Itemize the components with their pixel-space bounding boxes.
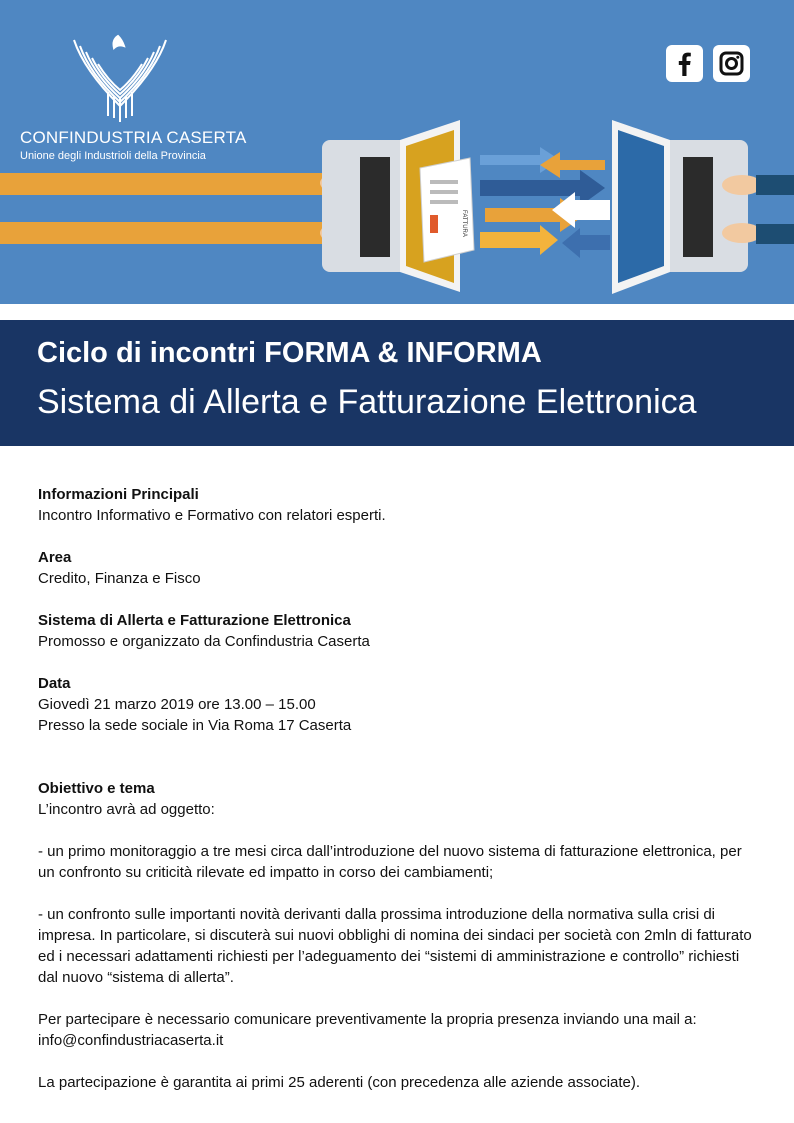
- confindustria-eagle-logo: [74, 36, 166, 122]
- facebook-button[interactable]: [666, 45, 703, 82]
- main-info-heading: Informazioni Principali: [38, 486, 199, 503]
- right-keyboard: [683, 157, 713, 257]
- location-text: Presso la sede sociale in Via Roma 17 Caserta: [38, 717, 352, 734]
- instagram-button[interactable]: [713, 45, 750, 82]
- right-arm-bottom: [756, 224, 794, 244]
- header-banner: [0, 0, 794, 304]
- area-heading: Area: [38, 549, 72, 566]
- objective-bullet-1: - un primo monitoraggio a tre mesi circa dall’introduzione del nuovo sistema di fatturazione elettronica, per un confronto su criticità rilevate ed impatto in corso dei cambiamenti;: [38, 843, 742, 881]
- org-name: CONFINDUSTRIA CASERTA: [20, 128, 247, 147]
- objective-heading: Obiettivo e tema: [38, 780, 155, 797]
- left-keyboard: [360, 157, 390, 257]
- right-laptop-screen: [618, 130, 664, 283]
- objective-bullet-2: - un confronto sulle importanti novità derivanti dalla prossima introduzione della normativa sulla crisi di impresa. In particolare, si discuterà sui nuovi obblighi di nomina dei sindaci per società con 2mln di fatturato ed i necessari adattamenti richiesti per l’adeguamento dei “sistemi di amministrazione e controllo” richiesti dal nuovo “sistema di allerta”.: [38, 906, 752, 986]
- date-text: Giovedì 21 marzo 2019 ore 13.00 – 15.00: [38, 696, 316, 713]
- instagram-icon: [713, 45, 750, 82]
- series-title: Ciclo di incontri FORMA & INFORMA: [37, 337, 542, 369]
- event-title: Sistema di Allerta e Fatturazione Elettronica: [37, 383, 697, 421]
- event-details: [38, 484, 758, 1093]
- facebook-icon: [666, 45, 703, 82]
- left-arm-bottom: [0, 222, 330, 244]
- objective-intro: L’incontro avrà ad oggetto:: [38, 801, 215, 818]
- left-arm-top: [0, 173, 330, 195]
- logo-text: [20, 128, 247, 163]
- system-text: Promosso e organizzato da Confindustria Caserta: [38, 633, 370, 650]
- right-arm-top: [756, 175, 794, 195]
- participation-limit: La partecipazione è garantita ai primi 25 aderenti (con precedenza alle aziende associate).: [38, 1074, 641, 1091]
- contact-email[interactable]: info@confindustriacaserta.it: [38, 1032, 224, 1049]
- date-heading: Data: [38, 675, 71, 692]
- invoice-label: FATTURA: [461, 210, 467, 237]
- system-heading: Sistema di Allerta e Fatturazione Elettronica: [38, 612, 351, 629]
- title-bar: [0, 320, 794, 446]
- org-subtitle: Unione degli Industrioli della Provincia: [20, 150, 206, 162]
- participation-text: Per partecipare è necessario comunicare preventivamente la propria presenza inviando una mail a:: [38, 1011, 697, 1028]
- area-text: Credito, Finanza e Fisco: [38, 570, 201, 587]
- main-info-text: Incontro Informativo e Formativo con relatori esperti.: [38, 507, 386, 524]
